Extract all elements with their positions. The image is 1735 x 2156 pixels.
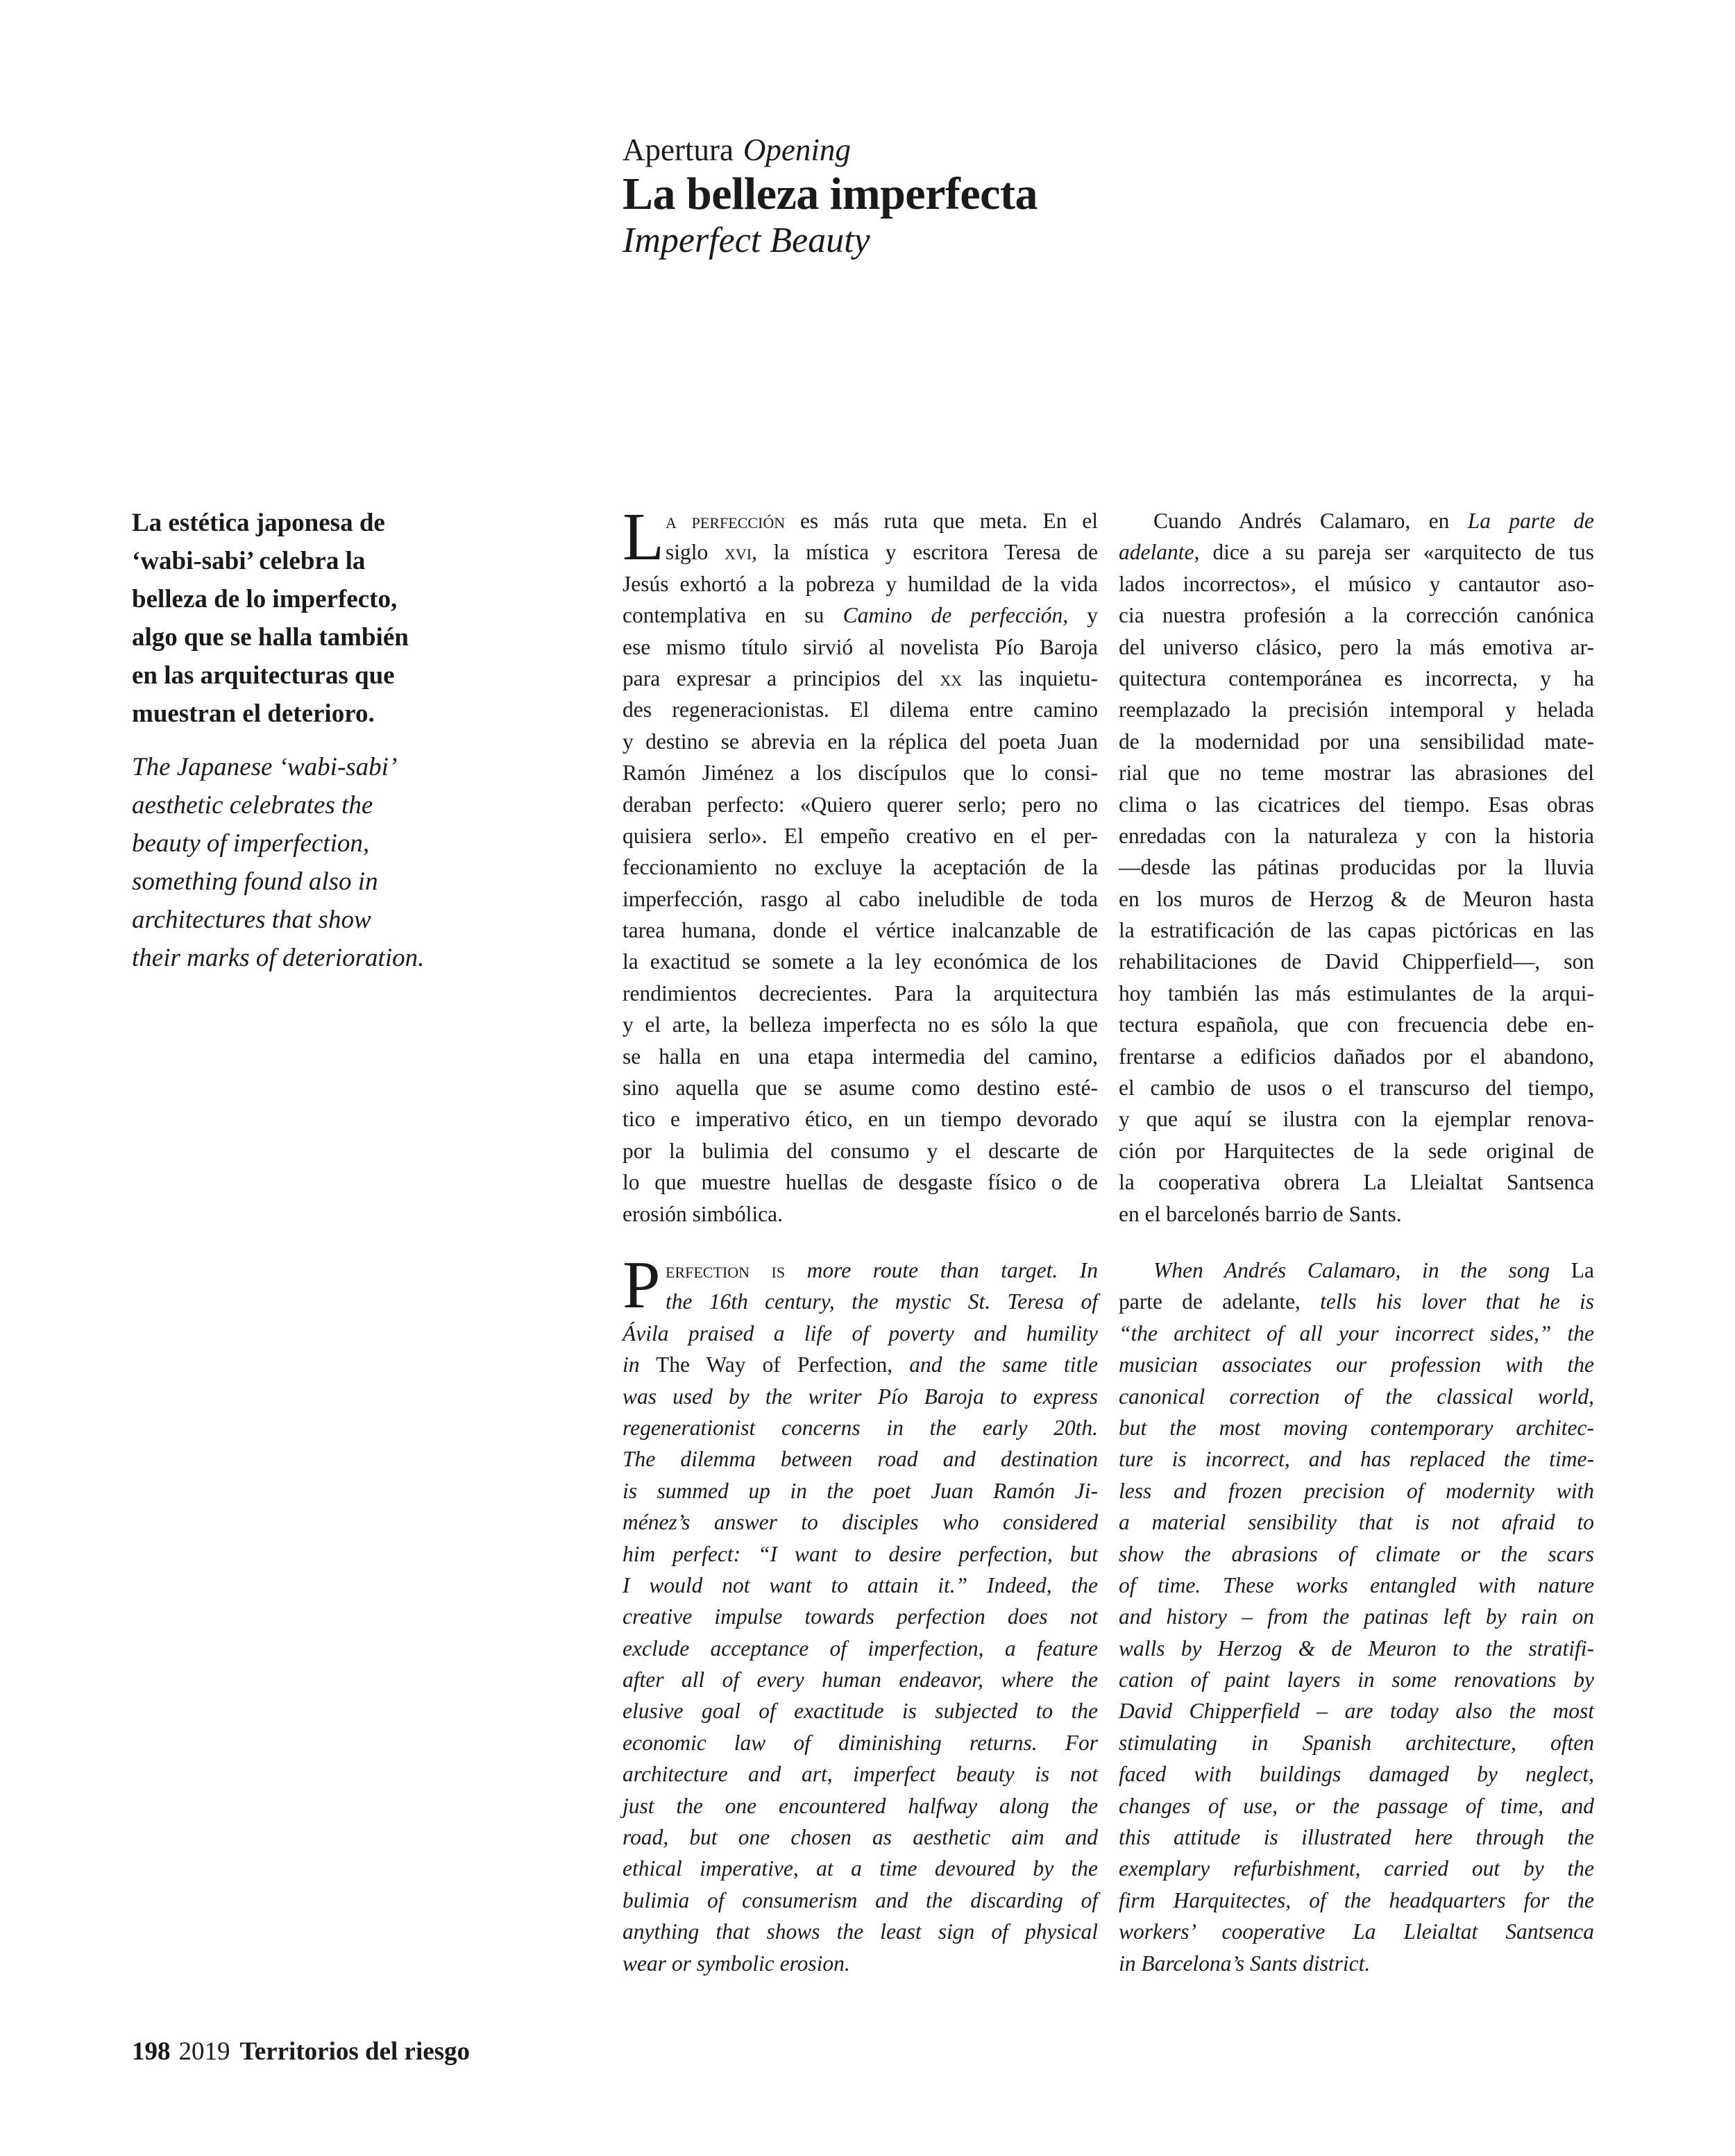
text-line [1119, 1916, 1594, 1947]
text-line [623, 568, 1098, 600]
text-line [1119, 883, 1594, 915]
summary-sidebar [132, 504, 486, 977]
italic-text: When Andrés Calamaro, in the song [1153, 1258, 1550, 1282]
text-line [623, 1318, 1098, 1349]
text-line [1119, 820, 1594, 851]
text-line [1119, 1633, 1594, 1664]
summary-en-line: their marks of deterioration. [132, 944, 425, 972]
text-line [1119, 1381, 1594, 1412]
publication-year: 2019 [178, 2037, 230, 2066]
text-line [1119, 915, 1594, 946]
body-column-es-2 [1119, 505, 1594, 1230]
text-line [623, 1041, 1098, 1072]
small-caps-text: xx [940, 665, 963, 690]
roman-text: la estratificación de las capas pictóricas en las [1119, 918, 1594, 943]
roman-text: las inquietu- [962, 665, 1098, 690]
text-line [1119, 568, 1594, 600]
roman-text: y el arte, la belleza imperfecta no es sólo la que [623, 1012, 1098, 1037]
text-line [623, 505, 1098, 536]
roman-text: y destino se abrevia en la réplica del poeta Juan [623, 729, 1098, 754]
italic-text: adelante, [1119, 540, 1200, 565]
roman-text: —desde las pátinas producidas por la lluvia [1119, 855, 1594, 880]
text-line [1119, 1695, 1594, 1726]
text-line [623, 1198, 1098, 1230]
roman-text: la cooperativa obrera La Lleialtat Santsenca [1119, 1170, 1594, 1195]
roman-text: quisiera serlo». El empeño creativo en el per- [623, 823, 1098, 848]
text-line [623, 600, 1098, 631]
text-line [623, 1758, 1098, 1790]
text-line [623, 1633, 1098, 1664]
text-line [623, 1948, 1098, 1979]
text-line [1119, 978, 1594, 1009]
italic-text: wear or symbolic erosion. [623, 1951, 850, 1976]
italic-text: Ávila praised a life of poverty and humility [623, 1321, 1098, 1346]
roman-text: siglo [666, 540, 725, 565]
text-line [623, 1727, 1098, 1758]
text-line [1119, 1758, 1594, 1790]
italic-text: road, but one chosen as aesthetic aim and [623, 1825, 1098, 1850]
text-line [623, 1695, 1098, 1726]
summary-en-line: aesthetic celebrates the [132, 791, 373, 820]
italic-text: more route than target. In [785, 1258, 1098, 1282]
text-line [623, 1412, 1098, 1443]
italic-text: and the same title [909, 1352, 1098, 1377]
roman-text: en los muros de Herzog & de Meuron hasta [1119, 886, 1594, 911]
summary-es-line: algo que se halla también [132, 623, 409, 652]
text-line [1119, 1948, 1594, 1979]
text-line [623, 1255, 1098, 1286]
text-line [1119, 1664, 1594, 1695]
roman-text: quitectura contemporánea es incorrecta, y ha [1119, 665, 1594, 690]
text-line [1119, 1443, 1594, 1475]
italic-text: and history – from the patinas left by rain on [1119, 1604, 1594, 1629]
roman-text: sino aquella que se asume como destino esté- [623, 1076, 1098, 1101]
text-line [1119, 1475, 1594, 1506]
roman-text: enredadas con la naturaleza y con la historia [1119, 823, 1594, 848]
text-line [1119, 1538, 1594, 1570]
italic-text: I would not want to attain it.” Indeed, the [623, 1572, 1098, 1597]
italic-text: changes of use, or the passage of time, and [1119, 1793, 1594, 1818]
article-title: La belleza imperfecta [623, 169, 1038, 219]
roman-text: , la mística y escritora Teresa de [752, 540, 1099, 565]
drop-cap: L [623, 500, 664, 575]
text-line [623, 726, 1098, 757]
summary-es [132, 504, 486, 733]
roman-text: La [1550, 1258, 1594, 1282]
roman-text: de la modernidad por una sensibilidad mate- [1119, 729, 1594, 754]
italic-text: walls by Herzog & de Meuron to the stratifi- [1119, 1636, 1594, 1661]
italic-text: after all of every human endeavor, where the [623, 1667, 1098, 1692]
italic-text: tells his lover that he is [1320, 1289, 1594, 1314]
text-line [623, 1135, 1098, 1166]
italic-text: firm Harquitectes, of the headquarters for the [1119, 1887, 1594, 1912]
italic-text: ture is incorrect, and has replaced the time- [1119, 1447, 1594, 1472]
text-line [623, 1570, 1098, 1601]
text-line [1119, 1009, 1594, 1040]
text-line [1119, 1570, 1594, 1601]
roman-text: el cambio de usos o el transcurso del tiempo, [1119, 1076, 1594, 1101]
text-line [1119, 694, 1594, 725]
roman-text: des regeneracionistas. El dilema entre camino [623, 697, 1098, 722]
text-line [623, 1381, 1098, 1412]
section-kicker [623, 132, 1038, 168]
text-line [1119, 851, 1594, 883]
roman-text: rendimientos decrecientes. Para la arquitectura [623, 981, 1098, 1005]
text-line [1119, 1072, 1594, 1103]
summary-es-line: La estética japonesa de [132, 509, 385, 537]
roman-text: tectura española, que con frecuencia debe en- [1119, 1012, 1594, 1037]
italic-text: exclude acceptance of imperfection, a feature [623, 1636, 1098, 1661]
body-column-en-1 [623, 1248, 1098, 1979]
text-line [1119, 1135, 1594, 1166]
text-line [1119, 536, 1594, 568]
italic-text: elusive goal of exactitude is subjected to the [623, 1699, 1098, 1724]
text-line [623, 1506, 1098, 1538]
roman-text: imperfección, rasgo al cabo ineludible de toda [623, 886, 1098, 911]
small-caps-text: a perfección [666, 509, 786, 533]
italic-text: “the architect of all your incorrect sides,” the [1119, 1321, 1594, 1346]
text-line [1119, 1412, 1594, 1443]
section-label-es: Apertura [623, 133, 734, 167]
roman-text: y [1068, 603, 1098, 628]
roman-text: hoy también las más estimulantes de la arqui- [1119, 981, 1594, 1005]
roman-text: rehabilitaciones de David Chipperfield—, son [1119, 949, 1594, 974]
small-caps-text: erfection is [666, 1258, 786, 1282]
text-line [623, 1853, 1098, 1884]
roman-text: frentarse a edificios dañados por el abandono, [1119, 1044, 1594, 1069]
text-line [623, 978, 1098, 1009]
summary-es-line: en las arquitecturas que [132, 661, 395, 690]
italic-text: of time. These works entangled with nature [1119, 1572, 1594, 1597]
text-line [1119, 1727, 1594, 1758]
italic-text: David Chipperfield – are today also the most [1119, 1699, 1594, 1724]
roman-text: reemplazado la precisión intemporal y helada [1119, 697, 1594, 722]
roman-text: The Way of Perfection, [639, 1352, 910, 1377]
italic-text: is summed up in the poet Juan Ramón Ji- [623, 1478, 1098, 1503]
italic-text: bulimia of consumerism and the discarding of [623, 1887, 1098, 1912]
italic-text: in Barcelona’s Sants district. [1119, 1951, 1371, 1976]
roman-text: en el barcelonés barrio de Sants. [1119, 1201, 1402, 1226]
italic-text: The dilemma between road and destination [623, 1447, 1098, 1472]
roman-text: por la bulimia del consumo y el descarte de [623, 1138, 1098, 1163]
summary-en-line: architectures that show [132, 906, 371, 934]
roman-text: clima o las cicatrices del tiempo. Esas obras [1119, 792, 1594, 817]
roman-text: erosión simbólica. [623, 1201, 783, 1226]
text-line [1119, 505, 1594, 536]
article-header [623, 132, 1038, 261]
summary-es-line: ‘wabi-sabi’ celebra la [132, 547, 366, 575]
series-title: Territorios del riesgo [239, 2037, 471, 2066]
roman-text: ese mismo título sirvió al novelista Pío Baroja [623, 634, 1098, 659]
article-subtitle: Imperfect Beauty [623, 221, 870, 260]
text-line [623, 820, 1098, 851]
italic-text: the 16th century, the mystic St. Teresa of [666, 1289, 1098, 1314]
roman-text: Ramón Jiménez a los discípulos que lo consi- [623, 761, 1098, 786]
text-line [1119, 789, 1594, 820]
text-line [623, 663, 1098, 694]
summary-es-line: belleza de lo imperfecto, [132, 585, 398, 613]
summary-en-line: something found also in [132, 867, 378, 896]
roman-text: se halla en una etapa intermedia del camino, [623, 1044, 1098, 1069]
text-line [623, 536, 1098, 568]
small-caps-text: xvi [724, 540, 752, 565]
roman-text: ción por Harquitectes de la sede original de [1119, 1138, 1594, 1163]
italic-text: show the abrasions of climate or the scars [1119, 1541, 1594, 1566]
drop-cap: P [623, 1248, 661, 1323]
text-line [1119, 1822, 1594, 1853]
text-line [1119, 726, 1594, 757]
text-line [623, 1443, 1098, 1475]
italic-text: was used by the writer Pío Baroja to express [623, 1384, 1098, 1409]
text-line [1119, 1506, 1594, 1538]
text-line [623, 1601, 1098, 1632]
text-line [623, 1538, 1098, 1570]
italic-text: economic law of diminishing returns. For [623, 1730, 1098, 1755]
italic-text: a material sensibility that is not afraid to [1119, 1510, 1594, 1535]
text-line [623, 1885, 1098, 1916]
body-column-en-2 [1119, 1255, 1594, 1979]
text-line [623, 915, 1098, 946]
text-line [1119, 1601, 1594, 1632]
roman-text: cia nuestra profesión a la corrección canónica [1119, 603, 1594, 628]
roman-text: es más ruta que meta. En el [785, 509, 1098, 533]
text-line [1119, 1041, 1594, 1072]
roman-text: lo que muestre huellas de desgaste físico o de [623, 1170, 1098, 1195]
italic-text: stimulating in Spanish architecture, often [1119, 1730, 1594, 1755]
text-line [623, 789, 1098, 820]
roman-text: Jesús exhortó a la pobreza y humildad de la vida [623, 571, 1098, 596]
text-line [623, 1790, 1098, 1822]
text-line [1119, 1286, 1594, 1317]
text-line [623, 694, 1098, 725]
text-line [1119, 946, 1594, 977]
text-line [1119, 631, 1594, 663]
text-line [623, 1349, 1098, 1380]
italic-text: faced with buildings damaged by neglect, [1119, 1762, 1594, 1787]
italic-text: anything that shows the least sign of physical [623, 1919, 1098, 1944]
page-number: 198 [132, 2037, 171, 2066]
roman-text: tarea humana, donde el vértice inalcanzable de [623, 918, 1098, 943]
italic-text: ménez’s answer to disciples who considered [623, 1510, 1098, 1535]
italic-text: him perfect: “I want to desire perfection, but [623, 1541, 1098, 1566]
roman-text: la exactitud se somete a la ley económica de los [623, 949, 1098, 974]
summary-es-line: muestran el deterioro. [132, 699, 375, 728]
italic-text: Camino de perfección, [843, 603, 1069, 628]
roman-text: dice a su pareja ser «arquitecto de tus [1199, 540, 1594, 565]
italic-text: this attitude is illustrated here through the [1119, 1825, 1594, 1850]
roman-text: deraban perfecto: «Quiero querer serlo; pero no [623, 792, 1098, 817]
text-line [623, 883, 1098, 915]
page-footer [132, 2037, 470, 2067]
italic-text: less and frozen precision of modernity with [1119, 1478, 1594, 1503]
italic-text: creative impulse towards perfection does not [623, 1604, 1098, 1629]
text-line [623, 1103, 1098, 1135]
text-line [1119, 1103, 1594, 1135]
roman-text: tico e imperativo ético, en un tiempo devorado [623, 1107, 1098, 1132]
italic-text: canonical correction of the classical world, [1119, 1384, 1594, 1409]
roman-text: parte de adelante, [1119, 1289, 1321, 1314]
text-line [623, 1166, 1098, 1198]
roman-text: rial que no teme mostrar las abrasiones del [1119, 761, 1594, 786]
text-line [1119, 1790, 1594, 1822]
text-line [623, 851, 1098, 883]
text-line [1119, 1255, 1594, 1286]
text-line [623, 1916, 1098, 1947]
text-line [623, 1072, 1098, 1103]
text-line [1119, 1198, 1594, 1230]
text-line [1119, 1318, 1594, 1349]
text-line [1119, 663, 1594, 694]
italic-text: ethical imperative, at a time devoured by the [623, 1856, 1098, 1881]
italic-text: in [623, 1352, 640, 1377]
italic-text: just the one encountered halfway along the [623, 1793, 1098, 1818]
text-line [1119, 1349, 1594, 1380]
text-line [1119, 1885, 1594, 1916]
italic-text: cation of paint layers in some renovations by [1119, 1667, 1594, 1692]
italic-text: musician associates our profession with the [1119, 1352, 1594, 1377]
roman-text: feccionamiento no excluye la aceptación de la [623, 855, 1098, 880]
italic-text: exemplary refurbishment, carried out by the [1119, 1856, 1594, 1881]
italic-text: workers’ cooperative La Lleialtat Santsenca [1119, 1919, 1594, 1944]
text-line [1119, 757, 1594, 788]
text-line [623, 631, 1098, 663]
summary-en [132, 748, 486, 977]
text-line [623, 757, 1098, 788]
summary-en-line: The Japanese ‘wabi-sabi’ [132, 753, 398, 781]
roman-text: para expresar a principios del [623, 665, 940, 690]
text-line [623, 1286, 1098, 1317]
roman-text: lados incorrectos», el músico y cantautor aso- [1119, 571, 1594, 596]
summary-en-line: beauty of imperfection, [132, 829, 370, 858]
text-line [623, 1475, 1098, 1506]
text-line [1119, 600, 1594, 631]
italic-text: architecture and art, imperfect beauty is not [623, 1762, 1098, 1787]
italic-text: La parte de [1467, 509, 1594, 533]
text-line [1119, 1853, 1594, 1884]
italic-text: but the most moving contemporary architec- [1119, 1415, 1594, 1440]
text-line [623, 946, 1098, 977]
section-label-en: Opening [743, 133, 851, 167]
text-line [623, 1822, 1098, 1853]
body-column-es-1 [623, 500, 1099, 1230]
roman-text: y que aquí se ilustra con la ejemplar renova- [1119, 1107, 1594, 1132]
roman-text: Cuando Andrés Calamaro, en [1153, 509, 1468, 533]
roman-text: del universo clásico, pero la más emotiva ar- [1119, 634, 1594, 659]
text-line [623, 1664, 1098, 1695]
text-line [623, 1009, 1098, 1040]
roman-text: contemplativa en su [623, 603, 843, 628]
italic-text: regenerationist concerns in the early 20th. [623, 1415, 1098, 1440]
text-line [1119, 1166, 1594, 1198]
